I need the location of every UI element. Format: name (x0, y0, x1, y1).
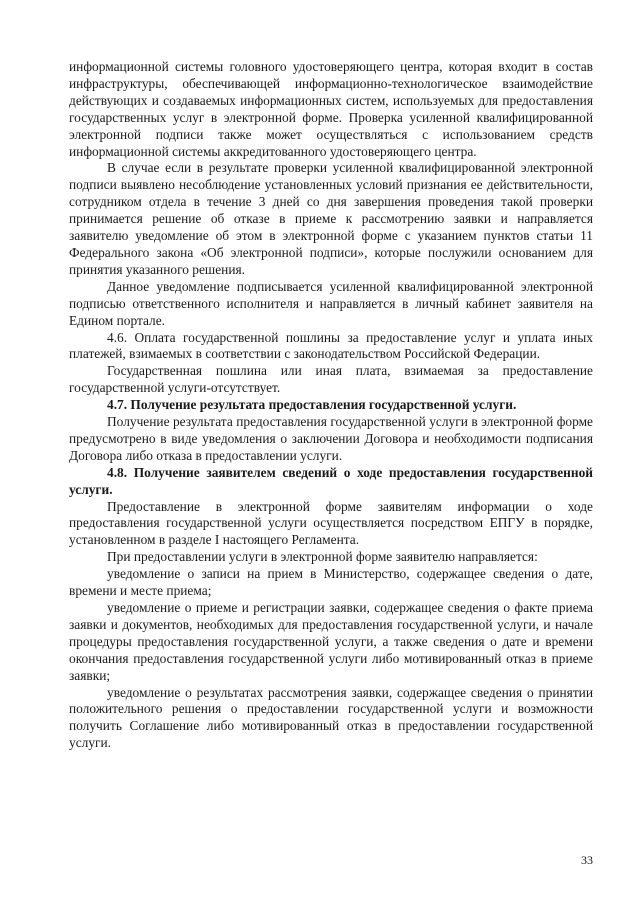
list-item-results: уведомление о результатах рассмотрения заявки, содержащее сведения о принятии положительного решения о предоставлении государственной услуги и возможности получить Соглашение либо мотивированный отказ в предоставлении государственной услуги. (69, 684, 593, 751)
paragraph-3: Данное уведомление подписывается усиленной квалифицированной электронной подписью ответственного исполнителя и направляется в личный кабинет заявителя на Едином портале. (69, 278, 593, 328)
paragraph-9: Предоставление в электронной форме заявителям информации о ходе предоставления государственной услуги осуществляется посредством ЕПГУ в порядке, установленном в разделе I настоящего Регламента. (69, 498, 593, 548)
paragraph-10: При предоставлении услуги в электронной форме заявителю направляется: (107, 549, 538, 565)
list-item-appointment: уведомление о записи на прием в Министерство, содержащее сведения о дате, времени и месте приема; (69, 566, 593, 599)
paragraph-5: Государственная пошлина или иная плата, взимаемая за предоставление государственной услуги-отсутствует. (69, 363, 593, 396)
section-4-7-heading: 4.7. Получение результата предоставления государственной услуги. (107, 397, 517, 413)
page-number: 33 (581, 853, 593, 867)
document-body (69, 59, 593, 752)
paragraph-7: Получение результата предоставления государственной услуги в электронной форме предусмотрено в виде уведомления о заключении Договора и необходимости подписания Договора либо отказа в предоставлении услуги. (69, 414, 593, 463)
section-4-8-heading: 4.8. Получение заявителем сведений о ходе предоставления государственной услуги. (69, 464, 593, 497)
paragraph-2: В случае если в результате проверки усиленной квалифицированной электронной подписи выявлено несоблюдение установленных условий признания ее действительности, сотрудником отдела в течение 3 дней со дня завершения проведения такой проверки принимается решение об отказе в приеме к рассмотрению заявки и направляется заявителю уведомление об этом в электронной форме с указанием пунктов статьи 11 Федерального закона «Об электронной подписи», которые послужили основанием для принятия указанного решения. (69, 160, 593, 277)
section-4-6-paragraph: 4.6. Оплата государственной пошлины за предоставление услуг и уплата иных платежей, взимаемых в соответствии с законодательством Российской Федерации. (69, 329, 593, 362)
paragraph-1: информационной системы головного удостоверяющего центра, которая входит в состав инфраструктуры, обеспечивающей информационно-технологическое взаимодействие действующих и создаваемых информационных систем, используемых для предоставления государственных услуг в электронной форме. Проверка усиленной квалифицированной электронной подписи также может осуществляться с использованием средств информационной системы аккредитованного удостоверяющего центра. (69, 59, 593, 159)
list-item-registration: уведомление о приеме и регистрации заявки, содержащее сведения о факте приема заявки и документов, необходимых для предоставления государственной услуги, и начале процедуры предоставления государственной услуги, а также сведения о дате и времени окончания предоставления государственной услуги либо мотивированный отказ в приеме заявки; (69, 600, 593, 683)
